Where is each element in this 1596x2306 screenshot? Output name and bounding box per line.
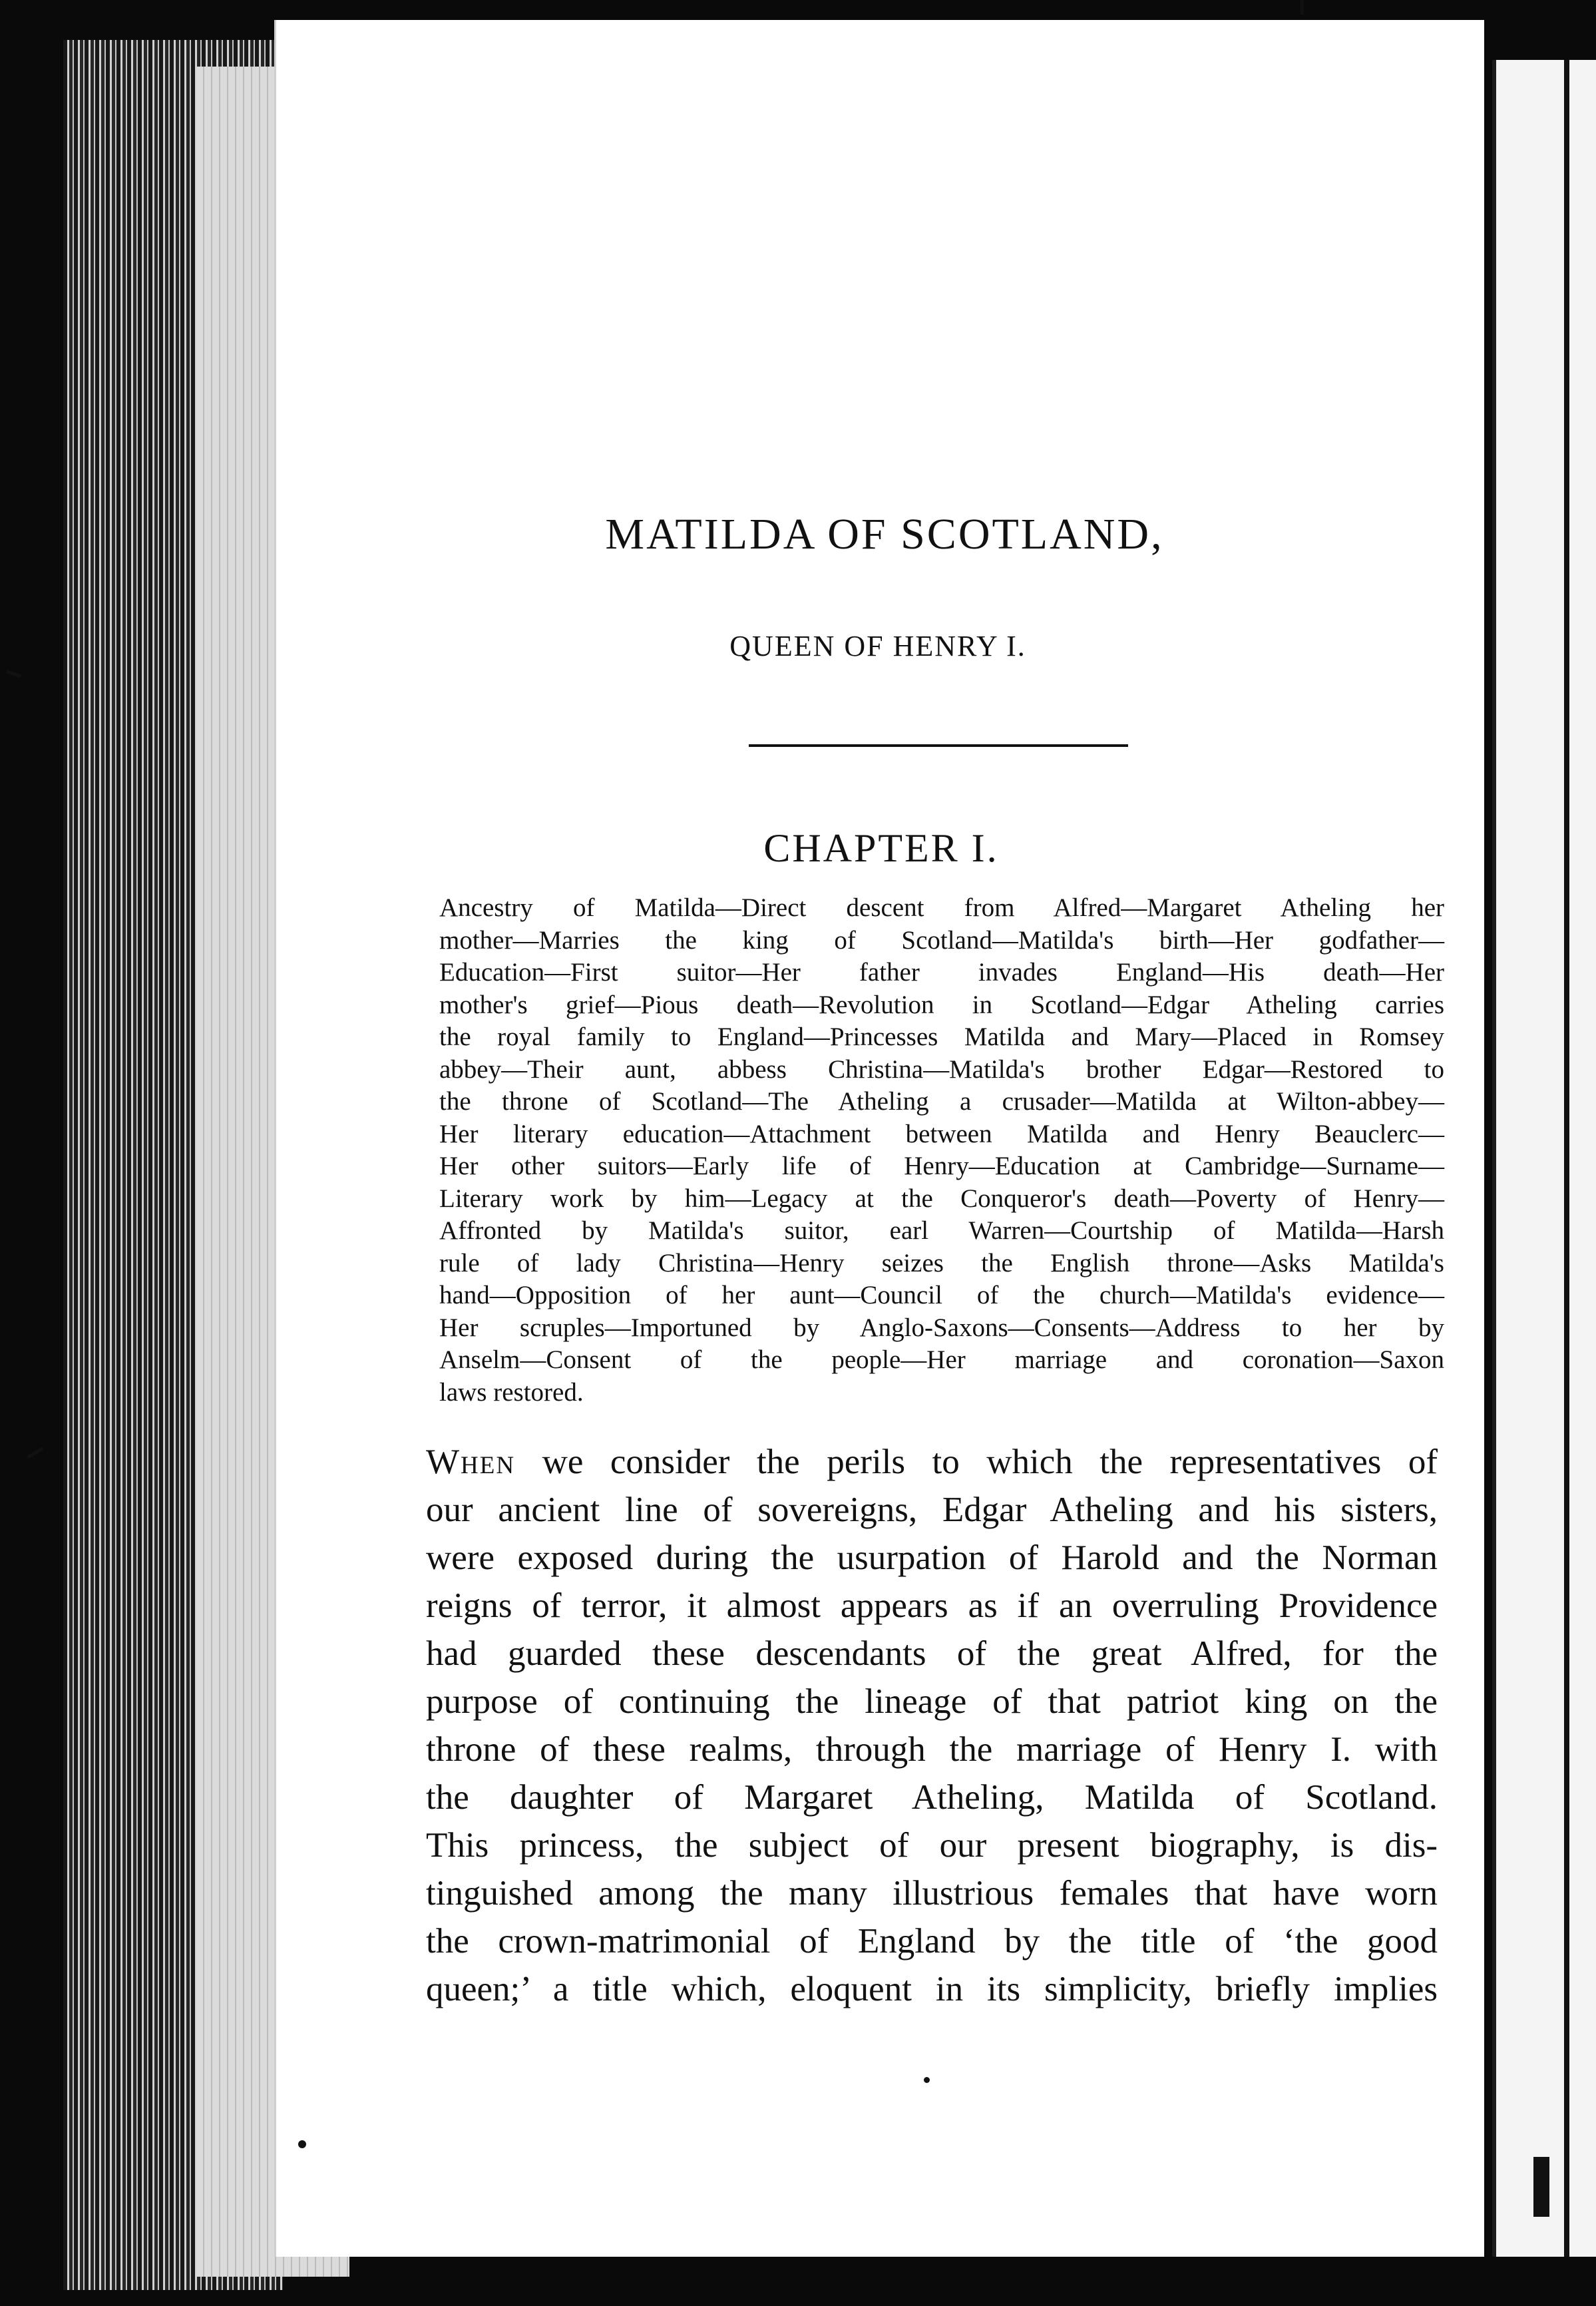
summary-line: Anselm—Consent of the people—Her marriage and coronation—Saxon xyxy=(439,1345,1444,1374)
page-subtitle: QUEEN OF HENRY I. xyxy=(729,630,1026,662)
summary-line: Affronted by Matilda's suitor, earl Warren—Courtship of Matilda—Harsh xyxy=(439,1216,1444,1245)
summary-line: the throne of Scotland—The Atheling a crusader—Matilda at Wilton-abbey— xyxy=(439,1087,1444,1116)
next-page-shadow xyxy=(1564,60,1569,2257)
summary-line: Literary work by him—Legacy at the Conqueror's death—Poverty of Henry— xyxy=(439,1184,1444,1213)
next-page-corner xyxy=(1533,2157,1549,2217)
body-line: the crown-matrimonial of England by the title of ‘the good xyxy=(426,1922,1438,1960)
summary-line: the royal family to England—Princesses Matilda and Mary—Placed in Romsey xyxy=(439,1023,1444,1051)
summary-line: laws restored. xyxy=(439,1377,584,1407)
summary-line: Her scruples—Importuned by Anglo-Saxons—Consents—Address to her by xyxy=(439,1313,1444,1342)
body-line: tinguished among the many illustrious females that have worn xyxy=(426,1874,1438,1913)
summary-line: Her other suitors—Early life of Henry—Education at Cambridge—Surname— xyxy=(439,1152,1444,1180)
title-rule xyxy=(749,744,1128,747)
book-page-edges xyxy=(63,40,283,2290)
chapter-summary xyxy=(439,892,1444,1409)
summary-line: Ancestry of Matilda—Direct descent from Alfred—Margaret Atheling her xyxy=(439,893,1444,922)
body-line: queen;’ a title which, eloquent in its simplicity, briefly implies xyxy=(426,1970,1438,2008)
body-line: were exposed during the usurpation of Harold and the Norman xyxy=(426,1538,1438,1577)
summary-line: hand—Opposition of her aunt—Council of the church—Matilda's evidence— xyxy=(439,1281,1444,1309)
summary-line: mother's grief—Pious death—Revolution in Scotland—Edgar Atheling carries xyxy=(439,990,1444,1019)
summary-line: mother—Marries the king of Scotland—Matilda's birth—Her godfather— xyxy=(439,925,1444,955)
summary-line: Education—First suitor—Her father invades England—His death—Her xyxy=(439,958,1444,987)
body-line: reigns of terror, it almost appears as if an overruling Providence xyxy=(426,1586,1438,1625)
scan-mark xyxy=(1300,0,1304,15)
body-line: This princess, the subject of our present biography, is dis- xyxy=(426,1826,1438,1865)
body-line: had guarded these descendants of the great Alfred, for the xyxy=(426,1634,1438,1673)
summary-line: Her literary education—Attachment between Matilda and Henry Beauclerc— xyxy=(439,1119,1444,1148)
next-page-edge xyxy=(1492,60,1596,2257)
body-first-line xyxy=(426,1438,1438,1486)
chapter-heading: CHAPTER I. xyxy=(763,826,999,870)
body-line-text: we consider the perils to which the representatives of xyxy=(542,1443,1438,1481)
drop-word: When xyxy=(426,1443,516,1481)
body-line: the daughter of Margaret Atheling, Matilda of Scotland. xyxy=(426,1778,1438,1817)
page-title: MATILDA OF SCOTLAND, xyxy=(605,510,1164,559)
scan-mark xyxy=(27,1447,43,1459)
scan-speck xyxy=(298,2140,306,2148)
body-paragraph xyxy=(426,1438,1438,2013)
scan-speck xyxy=(924,2077,930,2083)
body-line: throne of these realms, through the marriage of Henry I. with xyxy=(426,1730,1438,1769)
body-line: our ancient line of sovereigns, Edgar Atheling and his sisters, xyxy=(426,1491,1438,1529)
body-line: purpose of continuing the lineage of that patriot king on the xyxy=(426,1682,1438,1721)
scan-mark xyxy=(7,670,21,678)
summary-line: abbey—Their aunt, abbess Christina—Matilda's brother Edgar—Restored to xyxy=(439,1054,1444,1084)
summary-line: rule of lady Christina—Henry seizes the English throne—Asks Matilda's xyxy=(439,1248,1444,1277)
